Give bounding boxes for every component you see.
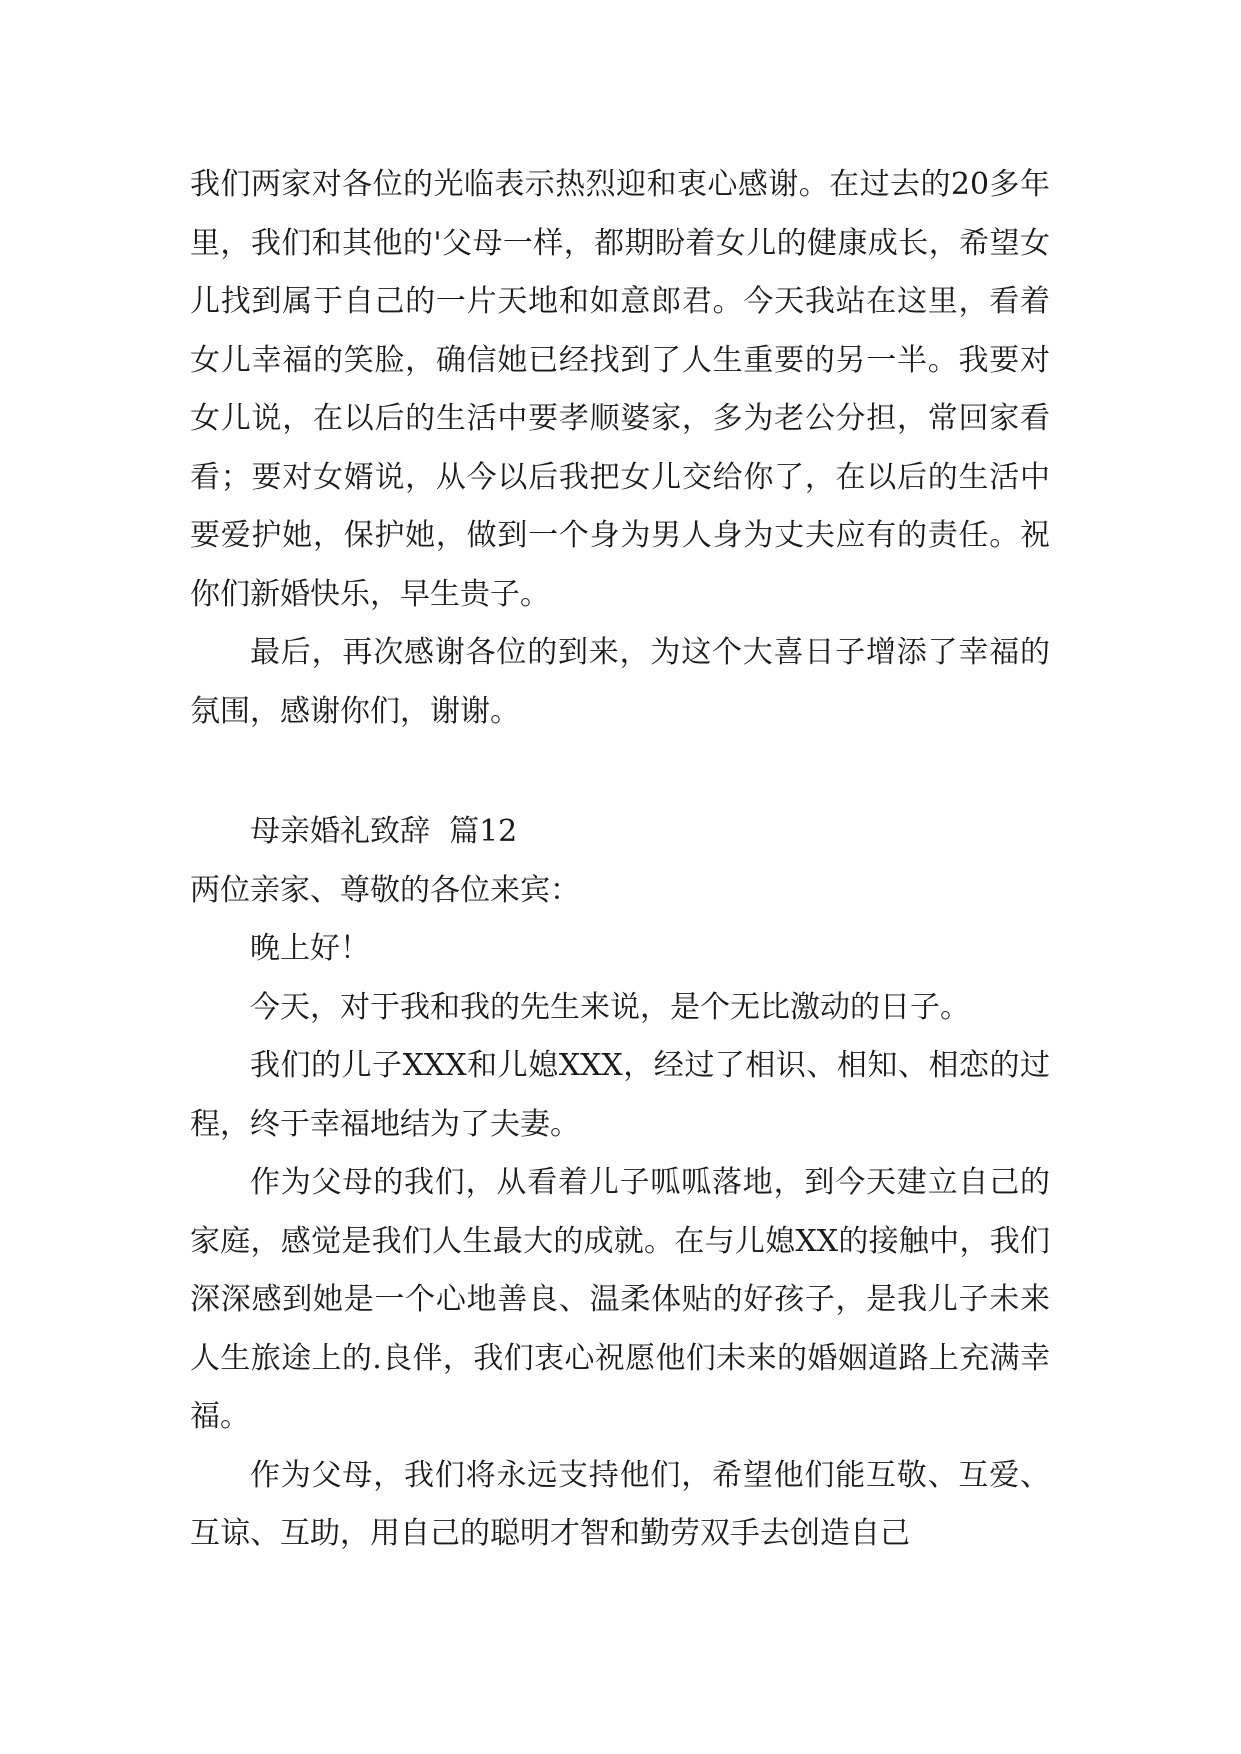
paragraph: 今天，对于我和我的先生来说，是个无比激动的日子。: [250, 989, 970, 1025]
greeting: 晚上好！: [250, 931, 370, 966]
closing-paragraph: 最后，再次感谢各位的到来，为这个大喜日子增添了幸福的氛围，感谢你们，谢谢。: [190, 635, 1050, 729]
document-body: [190, 156, 1050, 1564]
paragraph: 我们的儿子XXX和儿媳XXX，经过了相识、相知、相恋的过程，终于幸福地结为了夫妻。: [190, 1048, 1050, 1142]
section-gap: [190, 741, 1050, 803]
paragraph: 作为父母的我们，从看着儿子呱呱落地，到今天建立自己的家庭，感觉是我们人生最大的成就。在与儿媳XX的接触中，我们深深感到她是一个心地善良、温柔体贴的好孩子，是我儿子未来人生旅途上的.良伴，我们衷心祝愿他们未来的婚姻道路上充满幸福。: [190, 1165, 1050, 1434]
paragraph: 作为父母，我们将永远支持他们，希望他们能互敬、互爱、互谅、互助，用自己的聪明才智和勤劳双手去创造自己: [190, 1457, 1050, 1551]
salutation: 两位亲家、尊敬的各位来宾：: [190, 872, 580, 908]
section-title: 母亲婚礼致辞 篇12: [250, 814, 518, 849]
continuation-paragraph: 我们两家对各位的光临表示热烈迎和衷心感谢。在过去的20多年里，我们和其他的'父母一样，都期盼着女儿的健康成长，希望女儿找到属于自己的一片天地和如意郎君。今天我站在这里，看着女儿幸福的笑脸，确信她已经找到了人生重要的另一半。我要对女儿说，在以后的生活中要孝顺婆家，多为老公分担，常回家看看；要对女婿说，从今以后我把女儿交给你了，在以后的生活中要爱护她，保护她，做到一个身为男人身为丈夫应有的责任。祝你们新婚快乐，早生贵子。: [190, 167, 1050, 612]
